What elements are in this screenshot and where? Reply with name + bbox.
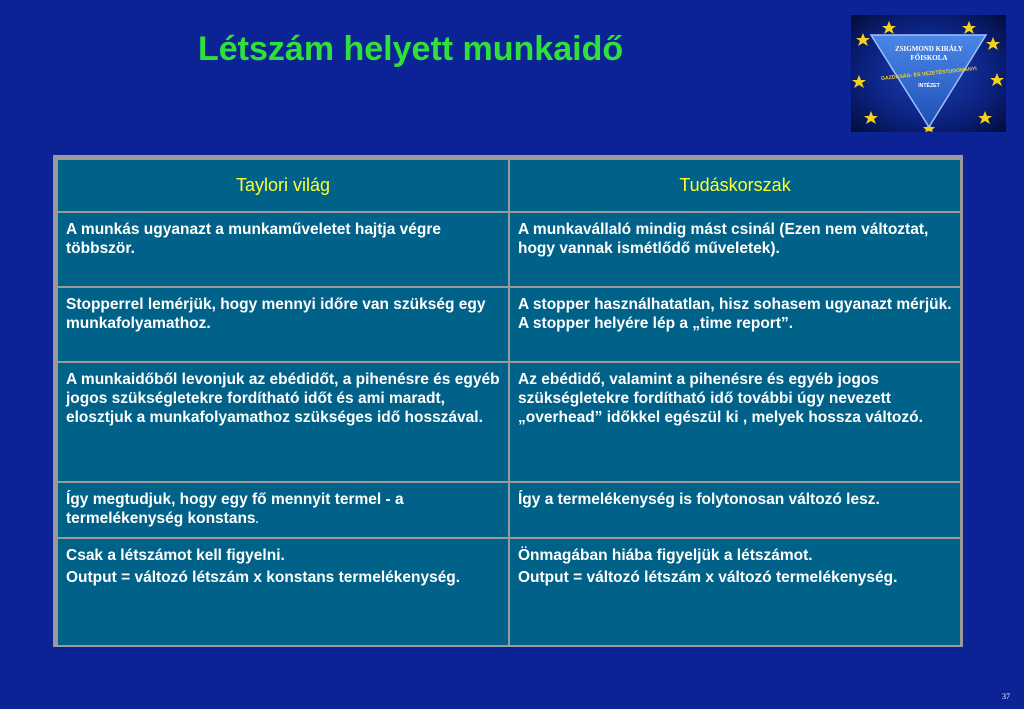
cell-text: A munkaidőből levonjuk az ebédidőt, a pihenésre és egyéb jogos szükségletekre fordítható időt és ami maradt, elosztjuk a munkafolyamathoz szükséges idő hosszával. xyxy=(66,371,500,426)
table-row xyxy=(57,362,961,482)
cell-text: A munkás ugyanazt a munkaműveletet hajtja végre többször. xyxy=(66,221,441,257)
cell-text: Output = változó létszám x változó termelékenység. xyxy=(518,569,898,586)
table-cell xyxy=(57,482,509,538)
table-cell xyxy=(57,212,509,287)
cell-text: Csak a létszámot kell figyelni. xyxy=(66,547,285,564)
cell-text: Az ebédidő, valamint a pihenésre és egyéb jogos szükségletekre fordítható idő további úgy nevezett „overhead” időkkel egészül ki , melyek hossza változó. xyxy=(518,371,923,426)
logo-line-3: GAZDASÁG- ÉS VEZETÉSTUDOMÁNYI xyxy=(880,65,978,83)
cell-text: Így a termelékenység is folytonosan változó lesz. xyxy=(518,491,880,508)
logo-line-1: ZSIGMOND KIRÁLY xyxy=(894,45,964,53)
comparison-table xyxy=(56,158,962,647)
table-cell xyxy=(509,362,961,482)
table-row xyxy=(57,482,961,538)
cell-text: Önmagában hiába figyeljük a létszámot. xyxy=(518,547,813,564)
logo-line-2: FŐISKOLA xyxy=(910,54,948,62)
table-cell xyxy=(509,482,961,538)
table-cell xyxy=(509,538,961,646)
table-row xyxy=(57,212,961,287)
table-row xyxy=(57,287,961,362)
logo-line-4: INTÉZET xyxy=(918,83,940,89)
institute-logo xyxy=(851,15,1006,132)
table-cell xyxy=(57,362,509,482)
cell-text: Output = változó létszám x konstans termelékenység. xyxy=(66,569,461,586)
table-cell xyxy=(509,287,961,362)
table-header-row xyxy=(57,159,961,212)
column-header-taylori: Taylori világ xyxy=(57,159,509,212)
cell-text xyxy=(66,490,500,530)
page-number: 37 xyxy=(1002,692,1010,701)
cell-text: Stopperrel lemérjük, hogy mennyi időre van szükség egy munkafolyamathoz. xyxy=(66,296,486,332)
table-cell xyxy=(57,538,509,646)
cell-text: A stopper használhatatlan, hisz sohasem ugyanazt mérjük. A stopper helyére lép a „time report”. xyxy=(518,296,952,332)
table-cell xyxy=(57,287,509,362)
comparison-table-frame xyxy=(53,155,963,647)
cell-text-suffix: . xyxy=(255,514,259,526)
table-row xyxy=(57,538,961,646)
column-header-tudaskorszak: Tudáskorszak xyxy=(509,159,961,212)
cell-text-main: Így megtudjuk, hogy egy fő mennyit termel - a termelékenység konstans xyxy=(66,491,404,527)
cell-text: A munkavállaló mindig mást csinál (Ezen nem változtat, hogy vannak ismétlődő műveletek). xyxy=(518,221,929,257)
table-cell xyxy=(509,212,961,287)
slide-title: Létszám helyett munkaidő xyxy=(198,30,624,68)
